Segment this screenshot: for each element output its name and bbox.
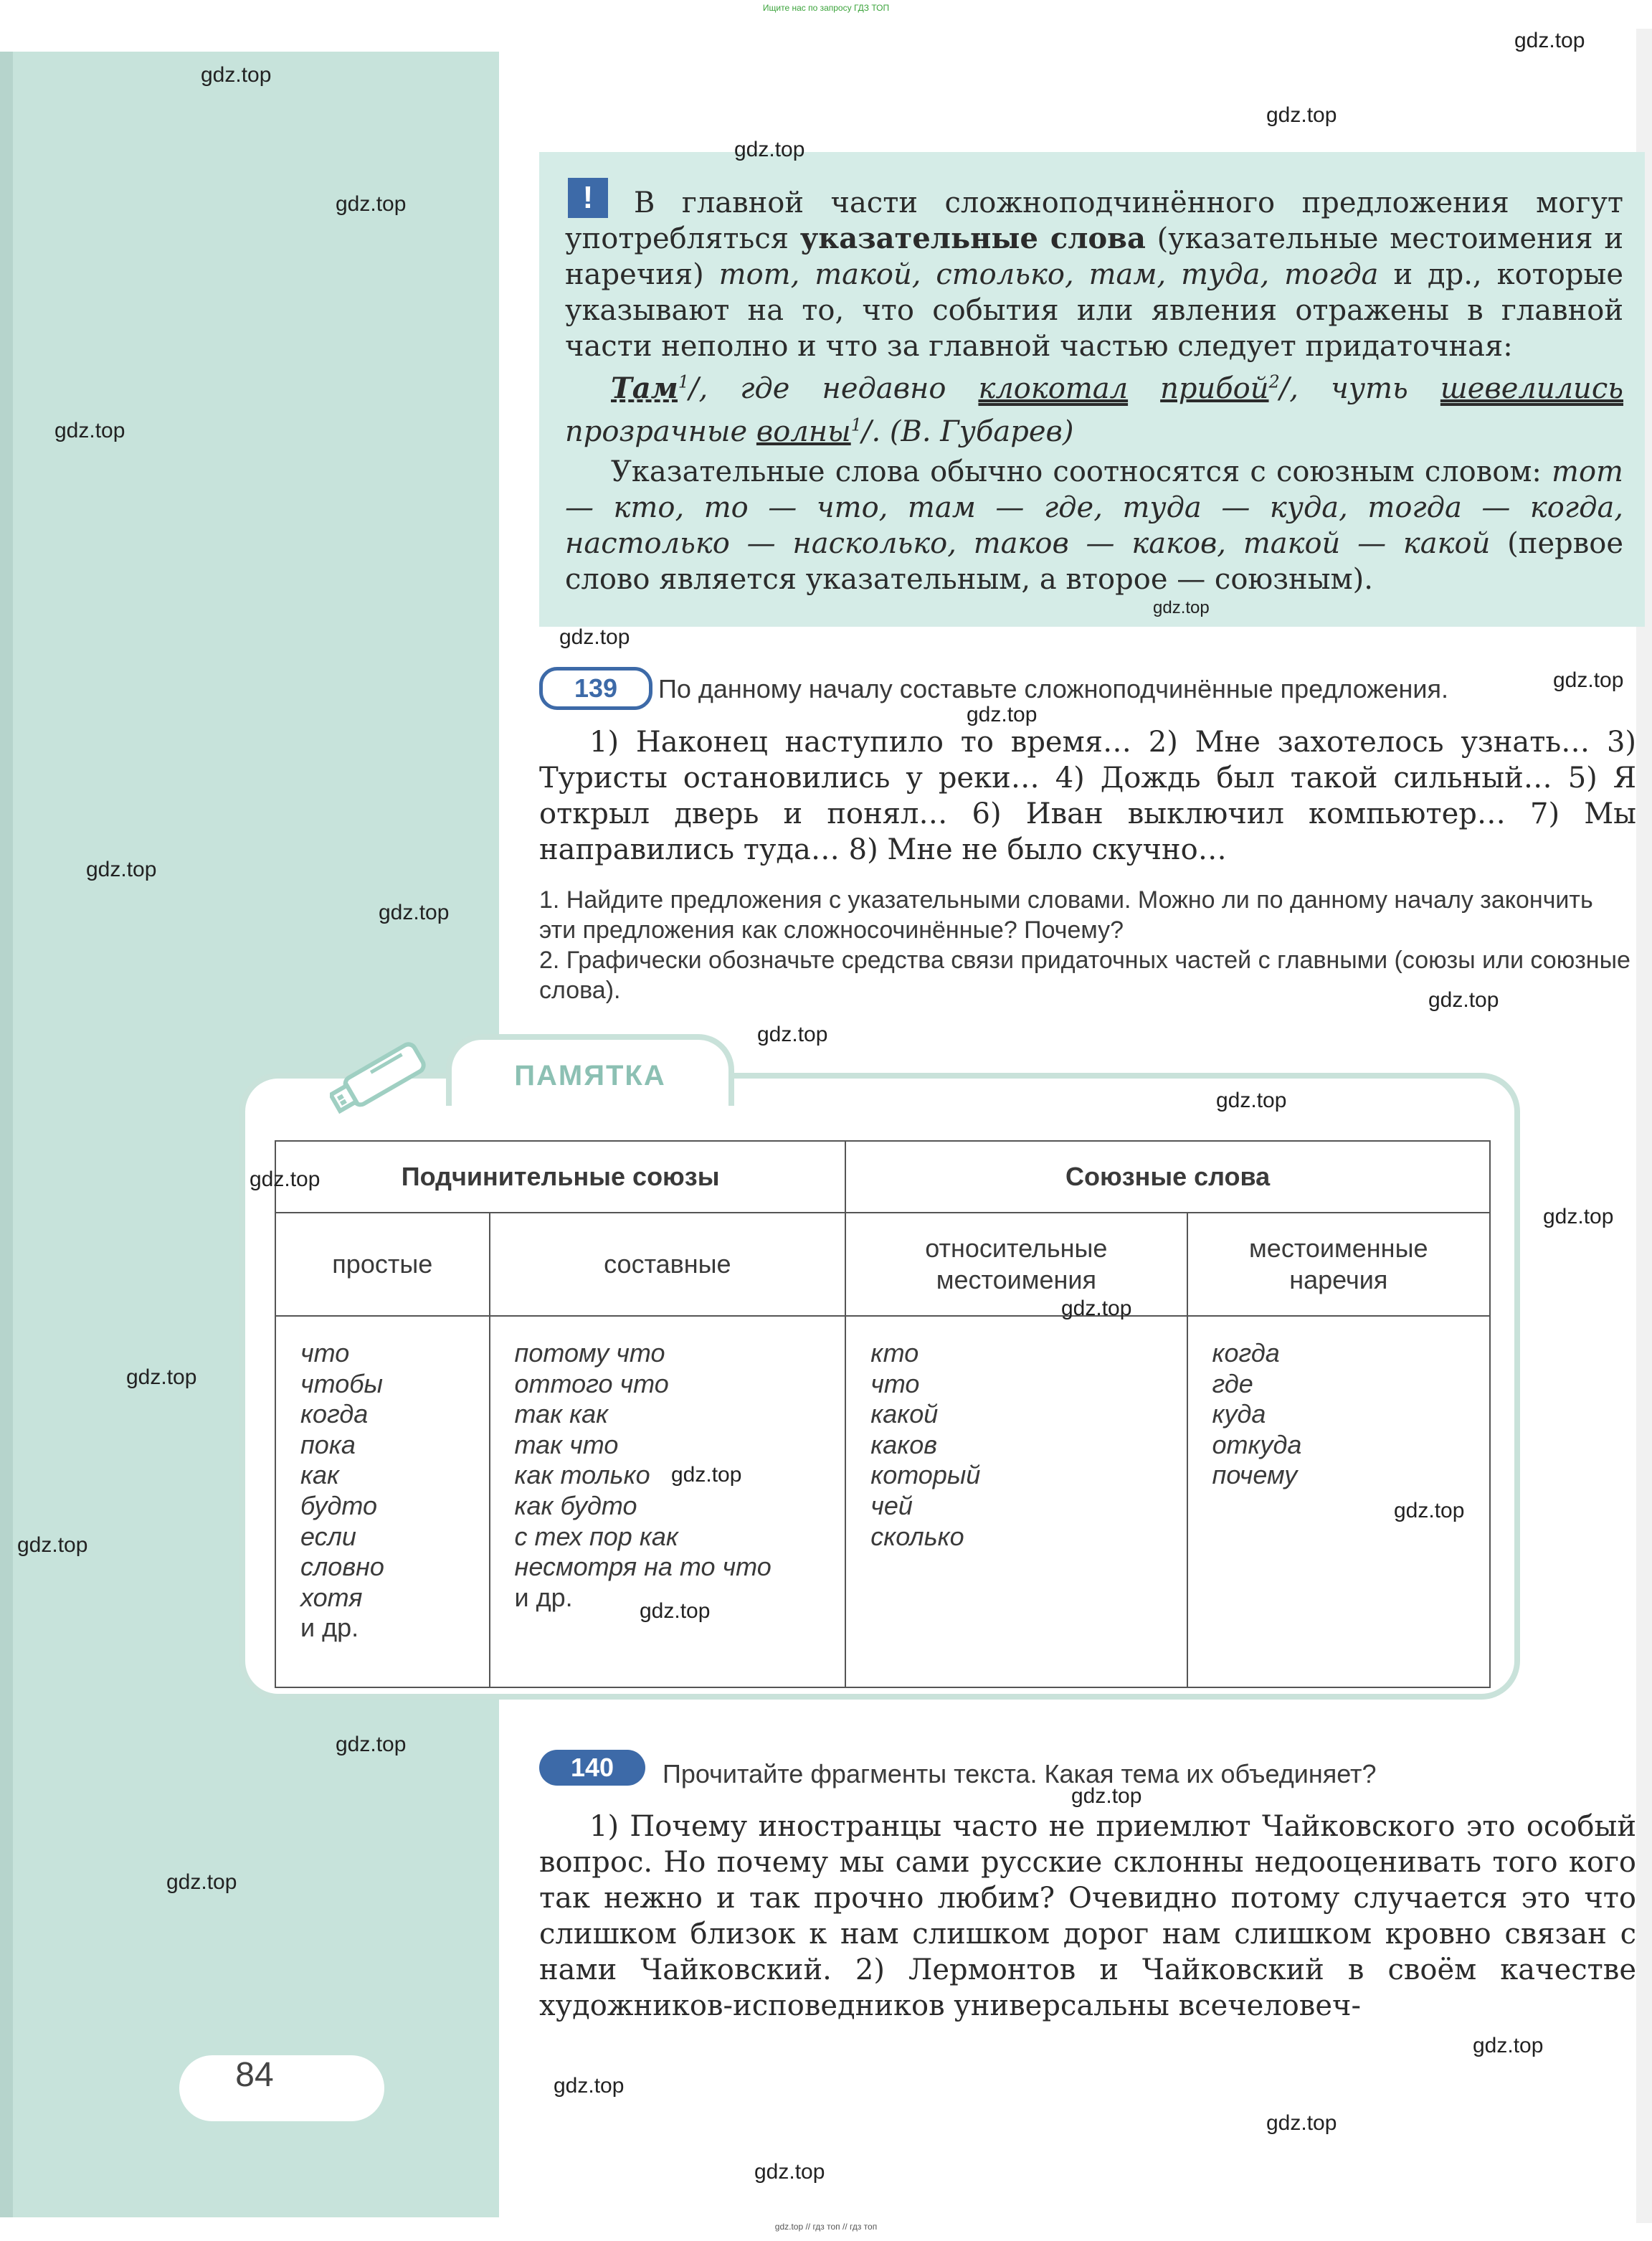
word: будто	[300, 1490, 377, 1520]
word: чтобы	[300, 1368, 383, 1398]
watermark: gdz.top	[757, 1023, 828, 1046]
word: несмотря на то что	[514, 1552, 772, 1582]
word: хотя	[300, 1582, 363, 1612]
subheader-simple: простые	[275, 1213, 490, 1316]
watermark: gdz.top	[17, 1533, 88, 1557]
rule-paragraph-3	[565, 454, 1623, 597]
word: потому что	[514, 1338, 665, 1368]
header-note[interactable]: Ищите нас по запросу ГДЗ ТОП	[762, 3, 890, 13]
exclamation-icon: !	[568, 178, 608, 218]
word: оттого что	[514, 1368, 669, 1398]
memo-title: ПАМЯТКА	[514, 1060, 666, 1091]
subheader-line: наречия	[1289, 1265, 1388, 1294]
rule-term: указательные слова	[799, 222, 1146, 255]
word: сколько	[870, 1521, 964, 1551]
watermark: gdz.top	[1266, 2111, 1337, 2135]
watermark: gdz.top	[554, 2074, 625, 2098]
subheader-adverbs	[1187, 1213, 1490, 1316]
word: кто	[870, 1338, 919, 1368]
word: пока	[300, 1429, 356, 1459]
subheader-pronouns	[845, 1213, 1187, 1316]
word: куда	[1212, 1399, 1266, 1429]
watermark: gdz.top	[734, 138, 805, 161]
watermark: gdz.top	[1071, 1784, 1142, 1808]
watermark: gdz.top	[967, 703, 1038, 726]
example-word: Там	[611, 371, 678, 406]
watermark: gdz.top	[1153, 598, 1210, 617]
word: с тех пор как	[514, 1521, 678, 1551]
watermark: gdz.top	[166, 1870, 237, 1894]
word: и др.	[300, 1613, 359, 1643]
example-word: шевелились	[1440, 372, 1623, 406]
word: так как	[514, 1399, 609, 1429]
word: где	[1212, 1368, 1253, 1398]
word: как только	[514, 1460, 650, 1490]
header-conjunctions: Подчинительные союзы	[275, 1141, 845, 1213]
word: когда	[1212, 1338, 1280, 1368]
watermark: gdz.top	[1473, 2034, 1544, 2057]
word: как будто	[514, 1490, 637, 1520]
watermark: gdz.top	[559, 625, 630, 649]
part-index: 1	[850, 414, 862, 435]
example-text: /, где недавно	[689, 372, 979, 406]
exercise-140-title: Прочитайте фрагменты текста. Какая тема их объединяет?	[663, 1759, 1377, 1788]
header-conjunctive-words: Союзные слова	[845, 1141, 1490, 1213]
watermark: gdz.top	[250, 1167, 321, 1191]
example-word: прибой	[1160, 372, 1269, 406]
memo-table	[275, 1140, 1491, 1688]
example-word: волны	[756, 414, 851, 448]
rule-text: (первое слово является указательным, а второе — союзным).	[565, 527, 1624, 596]
exercise-139-task-1: 1. Найдите предложения с указательными словами. Можно ли по данному началу закончить эти предложения как сложносочинённые? Почему?	[539, 886, 1593, 944]
example-text: прозрачные	[565, 414, 756, 448]
exercise-139-task-2: 2. Графически обозначьте средства связи придаточных частей с главными (союзы или союзные слова).	[539, 947, 1630, 1004]
word: словно	[300, 1552, 384, 1582]
watermark: gdz.top	[379, 901, 450, 924]
rule-pairs: тот — кто, то — что, там — где, туда — куда, тогда — когда, настолько — насколько, таков — каков, такой — какой	[565, 455, 1623, 560]
example-word: клокотал	[978, 372, 1129, 406]
rule-example-sentence	[565, 364, 1623, 450]
exercise-139-title: По данному началу составьте сложноподчинённые предложения.	[658, 674, 1449, 703]
subheader-compound: составные	[490, 1213, 846, 1316]
watermark: gdz.top	[1428, 988, 1499, 1012]
example-text	[1128, 372, 1160, 405]
page-edge	[0, 52, 13, 2217]
watermark: gdz.top	[1514, 29, 1585, 52]
watermark: gdz.top	[201, 63, 272, 87]
word: когда	[300, 1399, 369, 1429]
watermark: gdz.top	[1543, 1205, 1614, 1228]
watermark: gdz.top	[1266, 103, 1337, 127]
watermark: gdz.top	[86, 858, 157, 881]
column-pronouns	[845, 1316, 1187, 1687]
rule-text: В главной части сложноподчинённого предложения могут употребляться	[565, 186, 1623, 255]
word: так что	[514, 1429, 619, 1459]
exercise-140-badge: 140	[539, 1750, 645, 1786]
watermark: gdz.top	[54, 419, 125, 442]
word: почему	[1212, 1460, 1298, 1490]
word: что	[870, 1368, 920, 1398]
subheader-line: местоимения	[936, 1265, 1096, 1294]
rule-examples: тот, такой, столько, там, туда, тогда	[718, 258, 1379, 291]
word: который	[870, 1460, 981, 1490]
word: что	[300, 1338, 350, 1368]
rule-text: (указательные местоимения и наречия)	[565, 222, 1624, 291]
watermark: gdz.top	[1216, 1089, 1287, 1112]
watermark: gdz.top	[336, 1733, 407, 1756]
exercise-140-text: 1) Почему иностранцы часто не приемлют Чайковского это особый вопрос. Но почему мы сами русские склонны недооценивать того кого так нежно и так прочно любим? Очевидно потому случается это что слишком близок к нам слишком дорог нам слишком кровно связан с нами Чайковский. 2) Лермонтов и Чайковский в своём качестве художников-исповедников универсальны всечеловеч-	[539, 1810, 1636, 2022]
part-index: 2	[1268, 372, 1280, 392]
exercise-139-badge: 139	[539, 667, 652, 710]
page-number: 84	[235, 2056, 274, 2094]
word: каков	[870, 1429, 938, 1459]
rule-paragraph-1	[565, 185, 1623, 364]
exercise-139-text: 1) Наконец наступило то время… 2) Мне захотелось узнать… 3) Туристы остановились у реки… 4) Дождь был такой сильный… 5) Я открыл дверь и понял… 6) Иван выключил компьютер… 7) Мы направились туда… 8) Мне не было скучно…	[539, 726, 1636, 866]
watermark: gdz.top	[754, 2160, 825, 2184]
example-text: /, чуть	[1279, 372, 1440, 406]
watermark: gdz.top	[640, 1599, 711, 1623]
word: откуда	[1212, 1429, 1302, 1459]
rule-text: Указательные слова обычно соотносятся с союзным словом:	[611, 455, 1552, 488]
column-simple	[275, 1316, 490, 1687]
rule-text: и др., которые указывают на то, что события или явления отражены в главной части неполно и что за главной частью следует придаточная:	[565, 258, 1623, 363]
column-compound	[490, 1316, 846, 1687]
watermark: gdz.top	[336, 192, 407, 216]
word: чей	[870, 1490, 913, 1520]
word: если	[300, 1521, 356, 1551]
word: как	[300, 1460, 340, 1490]
word: и др.	[514, 1582, 573, 1612]
part-index: 1	[678, 372, 689, 392]
footer-note[interactable]: gdz.top // гдз топ // гдз топ	[774, 2222, 878, 2232]
subheader-line: местоименные	[1249, 1233, 1428, 1263]
example-text: /. (В. Губарев)	[861, 414, 1074, 448]
watermark: gdz.top	[1061, 1297, 1132, 1320]
watermark: gdz.top	[1394, 1499, 1465, 1522]
watermark: gdz.top	[126, 1365, 197, 1389]
usb-flash-drive-icon	[330, 1025, 445, 1119]
subheader-line: относительные	[925, 1233, 1108, 1263]
watermark: gdz.top	[671, 1463, 742, 1487]
watermark: gdz.top	[1553, 668, 1624, 692]
word: какой	[870, 1399, 939, 1429]
